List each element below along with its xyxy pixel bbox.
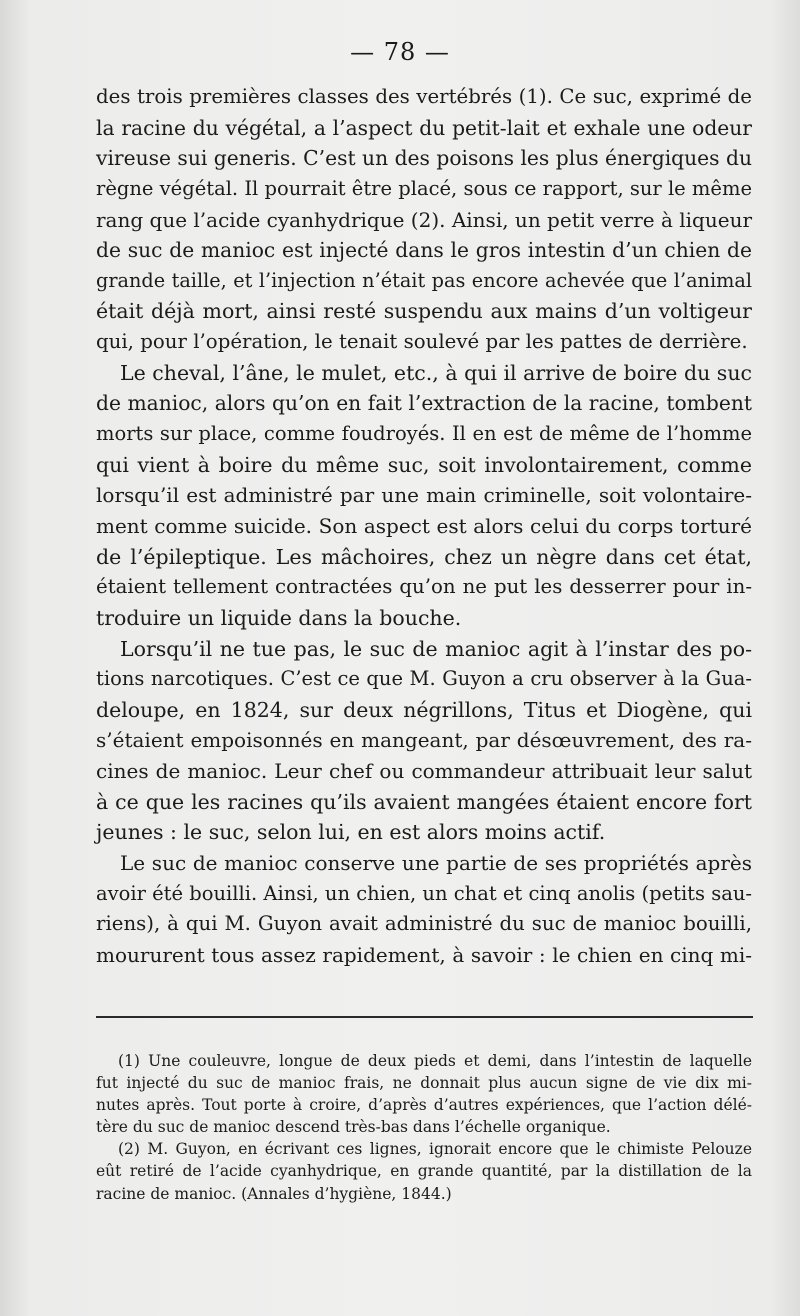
- text-line: vireuse sui generis. C’est un des poisons les plus énergiques du: [96, 146, 752, 171]
- text-line: morts sur place, comme foudroyés. Il en est de même de l’homme: [96, 422, 752, 446]
- text-line: lorsqu’il est administré par une main criminelle, soit volontaire-: [96, 483, 752, 508]
- text-line: Le suc de manioc conserve une partie de ses propriétés après: [120, 851, 752, 876]
- text-line: étaient tellement contractées qu’on ne put les desserrer pour in-: [96, 575, 752, 599]
- footnote-separator: [96, 1016, 753, 1018]
- text-line: des trois premières classes des vertébrés (1). Ce suc, exprimé de: [96, 85, 752, 108]
- text-line: troduire un liquide dans la bouche.: [96, 605, 462, 630]
- text-line: avoir été bouilli. Ainsi, un chien, un chat et cinq anolis (petits sau-: [96, 881, 752, 905]
- text-line: grande taille, et l’injection n’était pas encore achevée que l’animal: [96, 268, 752, 292]
- text-line: la racine du végétal, a l’aspect du petit-lait et exhale une odeur: [96, 115, 752, 140]
- text-line: cines de manioc. Leur chef ou commandeur attribuait leur salut: [96, 759, 752, 784]
- footnote-line: eût retiré de l’acide cyanhydrique, en grande quantité, par la distillation de la: [96, 1162, 752, 1181]
- text-line: qui vient à boire du même suc, soit involontairement, comme: [96, 452, 752, 477]
- text-line: de manioc, alors qu’on en fait l’extraction de la racine, tombent: [96, 391, 752, 416]
- text-line: rang que l’acide cyanhydrique (2). Ainsi, un petit verre à liqueur: [96, 207, 753, 232]
- text-line: jeunes : le suc, selon lui, en est alors moins actif.: [96, 820, 606, 845]
- footnote-line: (2) M. Guyon, en écrivant ces lignes, ignorait encore que le chimiste Pelouze: [118, 1140, 752, 1159]
- text-line: Le cheval, l’âne, le mulet, etc., à qui il arrive de boire du suc: [120, 360, 752, 385]
- text-line: deloupe, en 1824, sur deux négrillons, Titus et Diogène, qui: [96, 697, 752, 722]
- text-line: qui, pour l’opération, le tenait soulevé par les pattes de derrière.: [96, 330, 748, 354]
- body-text: [96, 82, 752, 971]
- footnote-line: tère du suc de manioc descend très-bas dans l’échelle organique.: [96, 1118, 611, 1137]
- footnote-line: fut injecté du suc de manioc frais, ne donnait plus aucun signe de vie dix mi-: [96, 1074, 752, 1093]
- text-line: moururent tous assez rapidement, à savoir : le chien en cinq mi-: [96, 942, 752, 967]
- text-line: à ce que les racines qu’ils avaient mangées étaient encore fort: [96, 789, 752, 814]
- text-line: de l’épileptique. Les mâchoires, chez un nègre dans cet état,: [96, 544, 752, 569]
- footnotes: [96, 1050, 752, 1205]
- text-line: règne végétal. Il pourrait être placé, sous ce rapport, sur le même: [96, 176, 752, 200]
- footnote-line: racine de manioc. (Annales d’hygiène, 1844.): [96, 1184, 452, 1203]
- text-line: ment comme suicide. Son aspect est alors celui du corps torturé: [96, 513, 752, 538]
- text-line: de suc de manioc est injecté dans le gros intestin d’un chien de: [96, 238, 752, 263]
- text-line: s’étaient empoisonnés en mangeant, par désœuvrement, des ra-: [96, 728, 752, 753]
- footnote-line: nutes après. Tout porte à croire, d’après d’autres expériences, que l’action délé-: [96, 1096, 752, 1115]
- page-number: — 78 —: [350, 38, 450, 66]
- text-line: était déjà mort, ainsi resté suspendu aux mains d’un voltigeur: [96, 299, 752, 324]
- text-line: tions narcotiques. C’est ce que M. Guyon a cru observer à la Gua-: [96, 667, 752, 691]
- text-line: riens), à qui M. Guyon avait administré du suc de manioc bouilli,: [96, 912, 752, 936]
- text-line: Lorsqu’il ne tue pas, le suc de manioc agit à l’instar des po-: [120, 636, 752, 661]
- footnote-line: (1) Une couleuvre, longue de deux pieds et demi, dans l’intestin de laquelle: [118, 1052, 752, 1070]
